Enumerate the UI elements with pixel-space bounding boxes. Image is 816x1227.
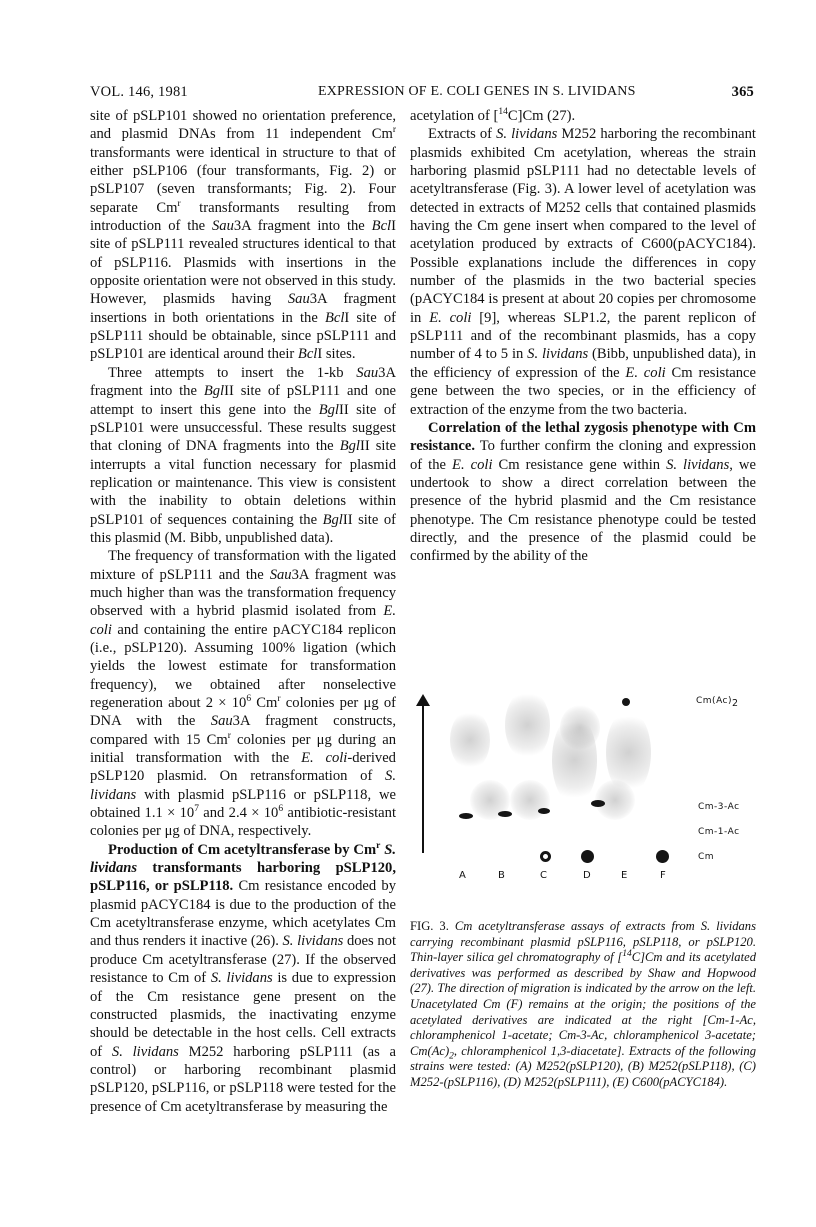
- paragraph: Extracts of S. lividans M252 harboring the recombinant plasmids exhibited Cm acetylation, whereas the strain harboring plasmid pSLP111 had no detectable levels of acetyltransferase (Fig. 3). A lower level of acetylation was detected in extracts of M252 cells that contained plasmids having the Cm gene insert when compared to the level of acetylation produced by extracts of C600(pACYC184). Possible explanations include the differences in copy number of the plasmids in the two bacterial species (pACYC184 is present at about 20 copies per chromosome in E. coli [9], whereas SLP1.2, the parent replicon of pSLP111 and of the recombinant plasmids, has a copy number of 4 to 5 in S. lividans (Bibb, unpublished data), in the efficiency of expression of the E. coli Cm resistance gene between the two species, or in the efficiency of extraction of the enzyme from the two bacteria.: [410, 126, 757, 418]
- paragraph: Correlation of the lethal zygosis phenotype with Cm resistance. To further confirm the cloning and expression of the E. coli Cm resistance gene within S. lividans, we undertook to show a direct correlation between the presence of the hybrid plasmid and the Cm resistance phenotype. The Cm resistance phenotype could be tested directly, and the presence of the plasmid could be confirmed by the ability of the: [410, 419, 756, 565]
- cm-3-ac-spot: [591, 800, 605, 807]
- lane-label: F: [660, 870, 666, 881]
- lane-label: D: [583, 870, 591, 881]
- tlc-figure: [410, 670, 756, 880]
- paragraph: The frequency of transformation with the ligated mixture of pSLP111 and the Sau3A fragment was much higher than was the transformation frequency observed with a hybrid plasmid isolated from E. coli and containing the entire pACYC184 replicon (i.e., pSLP120). Assuming 100% ligation (which yields the lowest estimate for transformation frequency), we obtained after nonselective regeneration about $2 \times 10^6$ Cm$^r$ colonies per μg of DNA with the Sau3A fragment constructs, compared with 15 Cm$^r$ colonies per μg during an initial transformation with the E. coli-derived pSLP120 plasmid. On retransformation of S. lividans with plasmid pSLP116 or pSLP118, we obtained $1.1 \times 10^7$ and $2.4 \times 10^6$ antibiotic-resistant colonies per μg of DNA, respectively.: [90, 548, 397, 840]
- migration-arrow: [422, 703, 424, 853]
- lane-label: C: [540, 870, 547, 881]
- paragraph: site of pSLP101 showed no orientation preference, and plasmid DNAs from 11 independent Cm$^r$ transformants were identical in structure to that of either pSLP106 (four transformants, Fig. 2) or pSLP107 (seven transformants; Fig. 2). Four separate Cm$^r$ transformants resulting from introduction of the Sau3A fragment into the BclI site of pSLP111 revealed structures identical to that of pSLP116. Plasmids with insertions in the opposite orientation were not observed in this study. However, plasmids having Sau3A fragment insertions in both orientations in the BclI site of pSLP111 should be obtainable, since pSLP111 and pSLP101 are identical around their BclI sites.: [90, 108, 396, 363]
- smear: [510, 780, 550, 820]
- figure-caption: FIG. 3. Cm acetyltransferase assays of extracts from S. lividans carrying recombinant plasmid pSLP116, pSLP118, or pSLP120. Thin-layer silica gel chromatography of [$^{14}$C]Cm and its acetylated derivatives was performed as described by Shaw and Hopwood (27). The direction of migration is indicated by the arrow on the left. Unacetylated Cm (F) remains at the origin; the positions of the acetylated derivatives are indicated at the right [Cm-1-Ac, chloramphenicol 1-acetate; Cm-3-Ac, chloramphenicol 3-acetate; $Cm(Ac)_2$, chloramphenicol 1,3-diacetate]. Extracts of the following strains were tested: (A) M252(pSLP120), (B) M252(pSLP118), (C) M252-(pSLP116), (D) M252(pSLP111), (E) C600(pACYC184).: [410, 919, 757, 1089]
- paragraph: acetylation of [$^{14}$C]Cm (27).: [410, 107, 576, 124]
- paragraph: Three attempts to insert the 1-kb Sau3A fragment into the BglII site of pSLP111 and one attempt to insert this gene into the BglII site of pSLP101 were unsuccessful. These results suggest that cloning of DNA fragments into the BglII site interrupts a vital function necessary for plasmid replication or maintenance. This view is consistent with the inability to obtain deletions within pSLP101 of sequences containing the BglII site of this plasmid (M. Bibb, unpublished data).: [90, 364, 397, 546]
- cm-origin-spot: [581, 850, 594, 863]
- lane-label: B: [498, 870, 505, 881]
- cm-diacetate-spot: [622, 698, 630, 706]
- section-heading: Correlation of the lethal zygosis phenotype with Cm resistance.: [410, 419, 756, 455]
- page-number: 365: [731, 84, 754, 100]
- volume-label: VOL. 146, 1981: [90, 84, 188, 100]
- cm-origin-spot: [656, 850, 669, 863]
- right-column: [410, 107, 756, 566]
- label-cm: Cm: [698, 852, 715, 862]
- smear: [560, 705, 600, 750]
- lane-label: E: [621, 870, 628, 881]
- lane-label: A: [459, 870, 466, 881]
- cm-3-ac-spot: [459, 813, 473, 819]
- left-column: [90, 107, 396, 1116]
- label-cm-ac2: $Cm(Ac)_2$: [696, 696, 739, 709]
- running-title: EXPRESSION OF E. COLI GENES IN S. LIVIDANS: [318, 84, 636, 99]
- cm-3-ac-spot: [538, 808, 550, 814]
- cm-origin-spot: [540, 851, 551, 862]
- paragraph: Production of Cm acetyltransferase by Cm$^r$ S. lividans transformants harboring pSLP120, pSLP116, or pSLP118. Cm resistance encoded by plasmid pACYC184 is due to the production of the Cm acetyltransferase enzyme, which acetylates Cm and thus renders it inactive (26). S. lividans does not produce Cm acetyltransferase (27). If the observed resistance to Cm of S. lividans is due to expression of the Cm resistance gene present on the constructed plasmids, the inactivating enzyme should be detectable in the host cells. Cell extracts of S. lividans M252 harboring pSLP111 (as a control) or harboring recombinant plasmid pSLP120, pSLP116, or pSLP118 were tested for the presence of Cm acetyltransferase by measuring the: [90, 840, 397, 1115]
- smear: [450, 710, 490, 770]
- smear: [505, 690, 550, 760]
- label-cm-1-ac: Cm-1-Ac: [698, 827, 740, 837]
- cm-3-ac-spot: [498, 811, 512, 817]
- label-cm-3-ac: Cm-3-Ac: [698, 802, 740, 812]
- section-heading: Production of Cm acetyltransferase by Cm$^r$ S. lividans transformants harboring pSLP120, pSLP116, or pSLP118.: [90, 840, 396, 895]
